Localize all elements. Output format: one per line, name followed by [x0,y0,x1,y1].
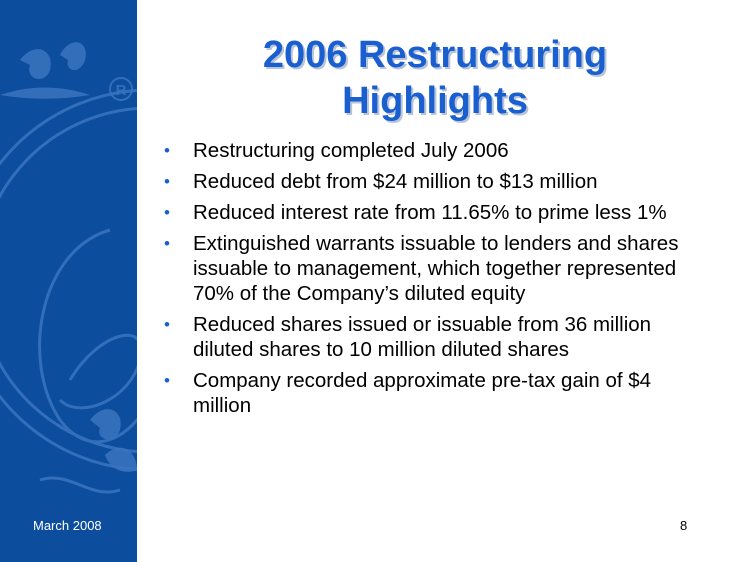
bullet-list [164,138,704,424]
bullet-item [164,169,704,194]
page-number: 8 [680,518,688,533]
bullet-text: Restructuring completed July 2006 [193,139,509,162]
bullet-item [164,200,704,225]
bullet-marker: • [164,203,170,222]
bullet-item [164,138,704,163]
footer-date: March 2008 [33,518,102,533]
bullet-text: Reduced interest rate from 11.65% to prime less 1% [193,201,667,224]
bullet-text: Reduced shares issued or issuable from 36 million diluted shares to 10 million diluted shares [193,313,652,361]
bullet-text: Extinguished warrants issuable to lenders and shares issuable to management, which together represented 70% of the Company’s diluted equity [193,232,679,305]
sidebar-panel [0,0,137,562]
monogram-logo-icon [0,0,137,562]
bullet-item [164,231,704,306]
bullet-text: Reduced debt from $24 million to $13 million [193,170,598,193]
bullet-marker: • [164,315,170,334]
svg-text:R: R [115,82,127,99]
bullet-marker: • [164,234,170,253]
bullet-marker: • [164,141,170,160]
bullet-item [164,312,704,362]
bullet-marker: • [164,172,170,191]
bullet-text: Company recorded approximate pre-tax gain of $4 million [193,369,652,417]
bullet-marker: • [164,371,170,390]
slide-title: 2006 Restructuring Highlights [262,34,608,122]
bullet-item [164,368,704,418]
